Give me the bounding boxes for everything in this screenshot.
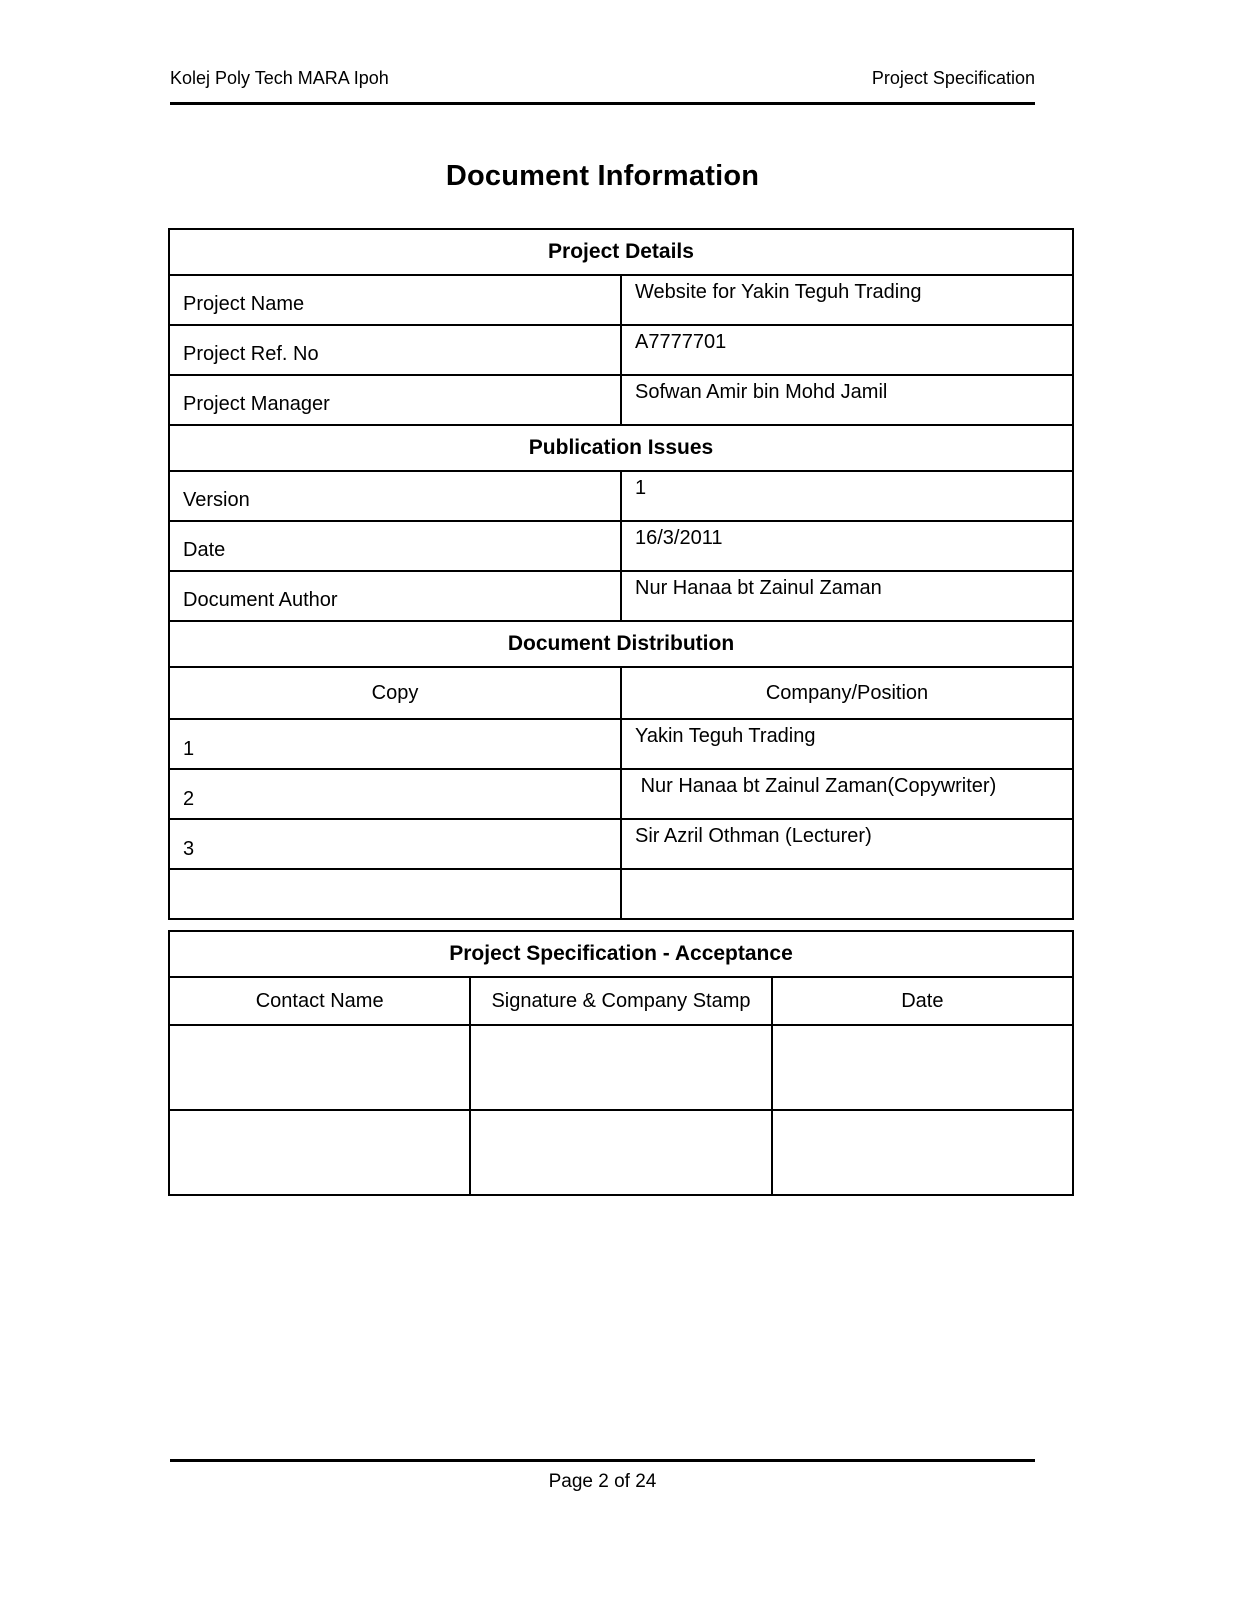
page-footer bbox=[170, 1459, 1035, 1493]
table-row bbox=[169, 229, 1073, 275]
publication-issues-header: Publication Issues bbox=[169, 425, 1073, 471]
acceptance-header: Project Specification - Acceptance bbox=[169, 931, 1073, 977]
table-row bbox=[169, 571, 1073, 621]
empty-date-cell bbox=[772, 1110, 1073, 1195]
project-name-label: Project Name bbox=[169, 275, 621, 325]
table-row bbox=[169, 977, 1073, 1025]
table-row bbox=[169, 275, 1073, 325]
header-left-text: Kolej Poly Tech MARA Ipoh bbox=[170, 68, 389, 88]
document-distribution-header: Document Distribution bbox=[169, 621, 1073, 667]
table-row bbox=[169, 769, 1073, 819]
project-details-header: Project Details bbox=[169, 229, 1073, 275]
copy-number: 2 bbox=[169, 769, 621, 819]
company-position-value: Sir Azril Othman (Lecturer) bbox=[621, 819, 1073, 869]
date-label: Date bbox=[169, 521, 621, 571]
table-row bbox=[169, 325, 1073, 375]
empty-date-cell bbox=[772, 1025, 1073, 1110]
signature-stamp-column-header: Signature & Company Stamp bbox=[470, 977, 771, 1025]
document-information-table bbox=[168, 228, 1074, 920]
company-position-value: Yakin Teguh Trading bbox=[621, 719, 1073, 769]
table-row bbox=[169, 621, 1073, 667]
contact-name-column-header: Contact Name bbox=[169, 977, 470, 1025]
table-row bbox=[169, 521, 1073, 571]
document-author-value: Nur Hanaa bt Zainul Zaman bbox=[621, 571, 1073, 621]
table-row bbox=[169, 869, 1073, 919]
empty-signature-cell bbox=[470, 1110, 771, 1195]
copy-number: 3 bbox=[169, 819, 621, 869]
company-position-value: Nur Hanaa bt Zainul Zaman(Copywriter) bbox=[621, 769, 1073, 819]
empty-signature-cell bbox=[470, 1025, 771, 1110]
version-label: Version bbox=[169, 471, 621, 521]
empty-copy-cell bbox=[169, 869, 621, 919]
project-ref-no-value: A7777701 bbox=[621, 325, 1073, 375]
project-manager-label: Project Manager bbox=[169, 375, 621, 425]
page-title: Document Information bbox=[445, 160, 760, 192]
table-row bbox=[169, 375, 1073, 425]
page-header bbox=[170, 68, 1035, 105]
table-row bbox=[169, 1025, 1073, 1110]
header-rule bbox=[170, 102, 1035, 105]
copy-number: 1 bbox=[169, 719, 621, 769]
table-row bbox=[169, 819, 1073, 869]
project-name-value: Website for Yakin Teguh Trading bbox=[621, 275, 1073, 325]
project-manager-value: Sofwan Amir bin Mohd Jamil bbox=[621, 375, 1073, 425]
table-row bbox=[169, 425, 1073, 471]
table-row bbox=[169, 931, 1073, 977]
date-value: 16/3/2011 bbox=[621, 521, 1073, 571]
table-row bbox=[169, 719, 1073, 769]
date-column-header: Date bbox=[772, 977, 1073, 1025]
table-row bbox=[169, 471, 1073, 521]
header-right-text: Project Specification bbox=[871, 68, 1035, 88]
table-row bbox=[169, 667, 1073, 719]
copy-column-header: Copy bbox=[169, 667, 621, 719]
empty-company-cell bbox=[621, 869, 1073, 919]
document-author-label: Document Author bbox=[169, 571, 621, 621]
table-row bbox=[169, 1110, 1073, 1195]
page-number: Page 2 of 24 bbox=[548, 1471, 657, 1492]
empty-contact-cell bbox=[169, 1025, 470, 1110]
acceptance-table bbox=[168, 930, 1074, 1196]
company-position-column-header: Company/Position bbox=[621, 667, 1073, 719]
empty-contact-cell bbox=[169, 1110, 470, 1195]
version-value: 1 bbox=[621, 471, 1073, 521]
project-ref-no-label: Project Ref. No bbox=[169, 325, 621, 375]
